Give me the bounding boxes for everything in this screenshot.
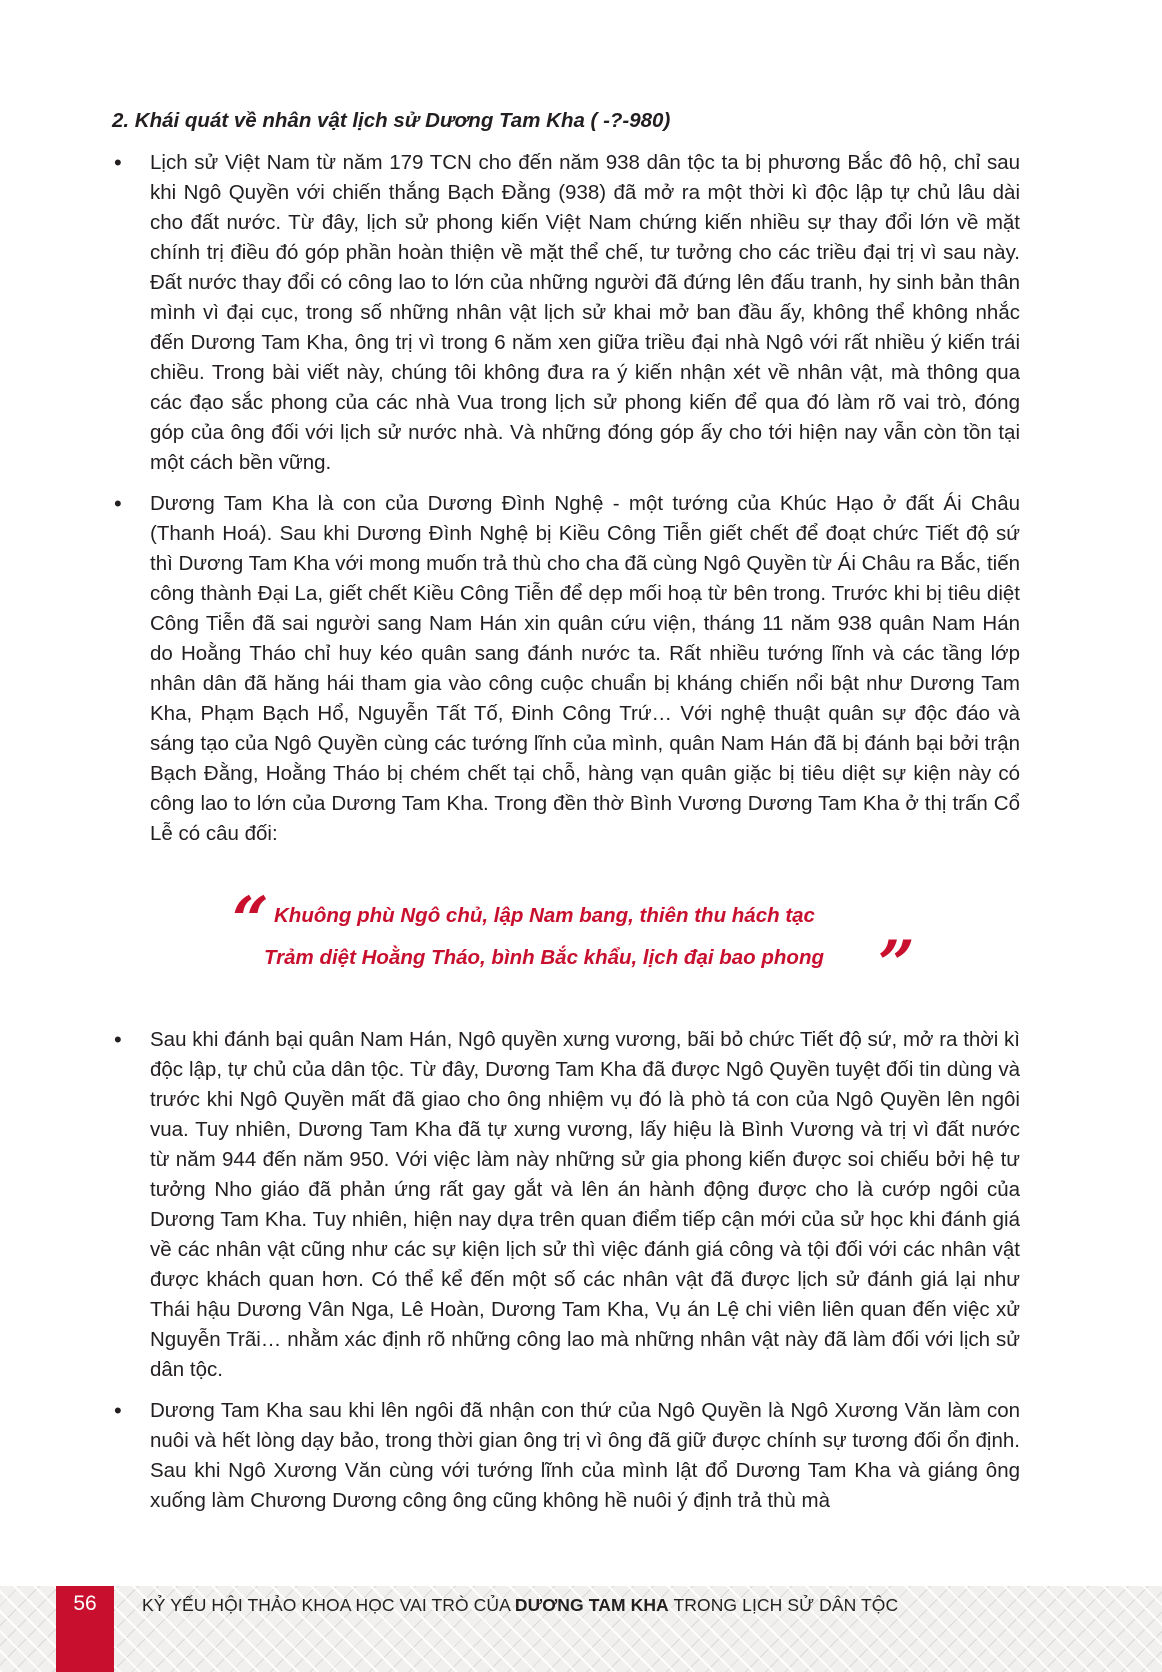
paragraph-text: Lịch sử Việt Nam từ năm 179 TCN cho đến năm 938 dân tộc ta bị phương Bắc đô hộ, chỉ sau khi Ngô Quyền với chiến thắng Bạch Đằng (938) đã mở ra một thời kì độc lập tự chủ lâu dài cho đất nước. Từ đây, lịch sử phong kiến Việt Nam chứng kiến nhiều sự thay đổi lớn về mặt chính trị điều đó góp phần hoàn thiện về mặt thể chế, tư tưởng cho các triều đại trị vì sau này. Đất nước thay đổi có công lao to lớn của những người đã đứng lên đấu tranh, hy sinh bản thân mình vì đại cục, trong số những nhân vật lịch sử khai mở ban đầu ấy, không thể không nhắc đến Dương Tam Kha, ông trị vì trong 6 năm xen giữa triều đại nhà Ngô với rất nhiều ý kiến trái chiều. Trong bài viết này, chúng tôi không đưa ra ý kiến nhận xét về nhân vật, mà thông qua các đạo sắc phong của các nhà Vua trong lịch sử phong kiến để qua đó làm rõ vai trò, đóng góp của ông đối với lịch sử nước nhà. Và những đóng góp ấy cho tới hiện nay vẫn còn tồn tại một cách bền vững. bbox=[150, 151, 1020, 474]
section-heading: 2. Khái quát về nhân vật lịch sử Dương Tam Kha ( -?-980) bbox=[112, 109, 671, 132]
page-footer bbox=[0, 1586, 1162, 1672]
running-title bbox=[142, 1595, 898, 1616]
paragraph-text: Sau khi đánh bại quân Nam Hán, Ngô quyền xưng vương, bãi bỏ chức Tiết độ sứ, mở ra thời kì độc lập, tự chủ của dân tộc. Từ đây, Dương Tam Kha đã được Ngô Quyền tuyệt đối tin dùng và trước khi Ngô Quyền mất đã giao cho ông nhiệm vụ đó là phò tá con của Ngô Quyền lên ngôi vua. Tuy nhiên, Dương Tam Kha đã tự xưng vương, lấy hiệu là Bình Vương và trị vì đất nước từ năm 944 đến năm 950. Với việc làm này những sử gia phong kiến được soi chiếu bởi hệ tư tưởng Nho giáo đã phản ứng rất gay gắt và lên án hành động được cho là cướp ngôi của Dương Tam Kha. Tuy nhiên, hiện nay dựa trên quan điểm tiếp cận mới của sử học khi đánh giá về các nhân vật cũng như các sự kiện lịch sử thì việc đánh giá công và tội đối với các nhân vật được khách quan hơn. Có thể kể đến một số các nhân vật đã được lịch sử đánh giá lại như Thái hậu Dương Vân Nga, Lê Hoàn, Dương Tam Kha, Vụ án Lệ chi viên liên quan đến việc xử Nguyễn Trãi… nhằm xác định rõ những công lao mà những nhân vật này đã làm đối với lịch sử dân tộc. bbox=[150, 1028, 1020, 1381]
running-title-part: TRONG LỊCH SỬ DÂN TỘC bbox=[668, 1595, 899, 1615]
bullet-marker: • bbox=[114, 1027, 122, 1052]
bullet-paragraph bbox=[112, 489, 1020, 849]
paragraph-text: Dương Tam Kha sau khi lên ngôi đã nhận con thứ của Ngô Quyền là Ngô Xương Văn làm con nuôi và hết lòng dạy bảo, trong thời gian ông trị vì ông đã giữ được chính sự tương đối ổn định. Sau khi Ngô Xương Văn cùng với tướng lĩnh của mình lật đổ Dương Tam Kha và giáng ông xuống làm Chương Dương công ông cũng không hề nuôi ý định trả thù mà bbox=[150, 1399, 1020, 1512]
running-title-part: KỶ YẾU HỘI THẢO KHOA HỌC VAI TRÒ CỦA bbox=[142, 1595, 515, 1615]
page-number: 56 bbox=[56, 1586, 114, 1672]
bullet-marker: • bbox=[114, 1398, 122, 1423]
bullet-paragraph bbox=[112, 148, 1020, 478]
bullet-paragraph bbox=[112, 1396, 1020, 1516]
bullet-marker: • bbox=[114, 491, 122, 516]
bullet-paragraph bbox=[112, 1025, 1020, 1385]
bullet-marker: • bbox=[114, 150, 122, 175]
paragraph-list-before-quote bbox=[112, 148, 1020, 860]
couplet-line-2: Trảm diệt Hoằng Tháo, bình Bắc khẩu, lịch đại bao phong bbox=[264, 946, 824, 969]
running-title-emphasis: DƯƠNG TAM KHA bbox=[514, 1595, 669, 1615]
couplet-line-1: Khuông phù Ngô chủ, lập Nam bang, thiên thu hách tạc bbox=[274, 904, 815, 927]
open-quote-mark: “ bbox=[232, 883, 269, 958]
paragraph-text: Dương Tam Kha là con của Dương Đình Nghệ - một tướng của Khúc Hạo ở đất Ái Châu (Thanh Hoá). Sau khi Dương Đình Nghệ bị Kiều Công Tiễn giết chết để đoạt chức Tiết độ sứ thì Dương Tam Kha với mong muốn trả thù cho cha đã cùng Ngô Quyền từ Ái Châu ra Bắc, tiến công thành Đại La, giết chết Kiều Công Tiễn để dẹp mối hoạ từ bên trong. Trước khi bị tiêu diệt Công Tiễn đã sai người sang Nam Hán xin quân cứu viện, tháng 11 năm 938 quân Nam Hán do Hoằng Tháo chỉ huy kéo quân sang đánh nước ta. Rất nhiều tướng lĩnh và các tầng lớp nhân dân đã hăng hái tham gia vào công cuộc chuẩn bị kháng chiến nổi bật như Dương Tam Kha, Phạm Bạch Hổ, Nguyễn Tất Tố, Đinh Công Trứ… Với nghệ thuật quân sự độc đáo và sáng tạo của Ngô Quyền cùng các tướng lĩnh của mình, quân Nam Hán đã bị đánh bại bởi trận Bạch Đằng, Hoằng Tháo bị chém chết tại chỗ, hàng vạn quân giặc bị tiêu diệt sự kiện này có công lao to lớn của Dương Tam Kha. Trong đền thờ Bình Vương Dương Tam Kha ở thị trấn Cổ Lễ có câu đối: bbox=[150, 492, 1020, 845]
close-quote-mark: ” bbox=[878, 927, 915, 1002]
paragraph-list-after-quote bbox=[112, 1025, 1020, 1527]
